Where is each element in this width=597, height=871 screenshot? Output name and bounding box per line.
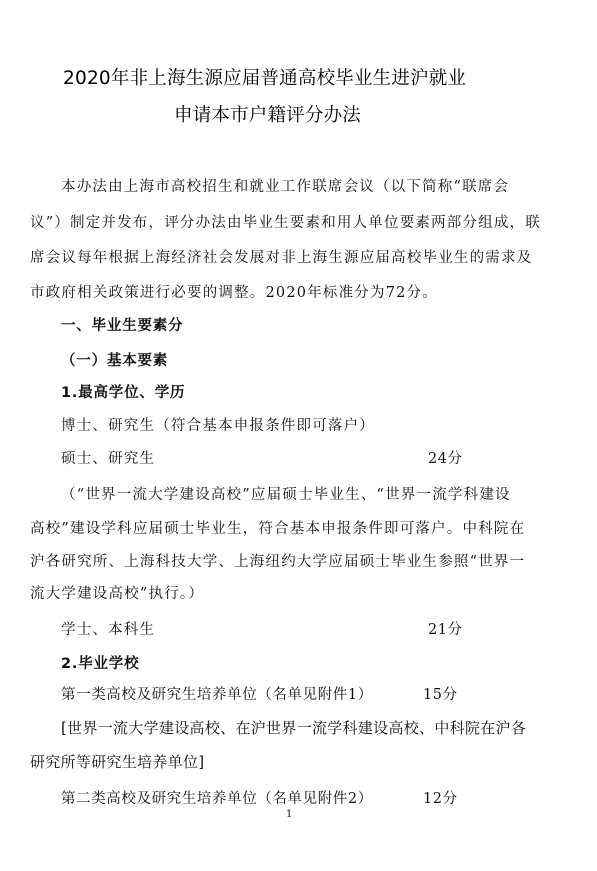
page-number: 1	[286, 809, 293, 820]
class-2-label: 第二类高校及研究生培养单位（名单见附件2）	[61, 791, 373, 807]
master-note-line-1: （“世界一流大学建设高校”应届硕士毕业生、“世界一流学科建设	[61, 487, 511, 503]
intro-paragraph-line-3: 席会议每年根据上海经济社会发展对非上海生源应届高校毕业生的需求及	[30, 250, 533, 266]
bachelor-score: 21分	[428, 622, 463, 638]
item-2-heading: 2.毕业学校	[61, 656, 140, 672]
master-score: 24分	[428, 451, 463, 467]
master-note-line-3: 沪各研究所、上海科技大学、上海纽约大学应届硕士毕业生参照“世界一	[30, 554, 526, 570]
master-note-line-4: 流大学建设高校”执行。）	[30, 586, 205, 602]
class-1-label: 第一类高校及研究生培养单位（名单见附件1）	[61, 687, 373, 703]
class-1-note-line-2: 研究所等研究生培养单位]	[30, 753, 205, 771]
item-1-heading: 1.最高学位、学历	[61, 385, 186, 401]
class-1-note-line-1: [世界一流大学建设高校、在沪世界一流学科建设高校、中科院在沪各	[61, 719, 527, 737]
bachelor-label: 学士、本科生	[61, 622, 156, 638]
document-title-line-1: 2020年非上海生源应届普通高校毕业生进沪就业	[63, 68, 467, 89]
master-note-line-2: 高校”建设学科应届硕士毕业生，符合基本申报条件即可落户。中科院在	[30, 521, 526, 537]
class-1-score: 15分	[423, 687, 458, 703]
document-title-line-2: 申请本市户籍评分办法	[174, 105, 362, 126]
class-2-score: 12分	[423, 791, 458, 807]
intro-paragraph-line-2: 议”）制定并发布，评分办法由毕业生要素和用人单位要素两部分组成，联	[30, 215, 542, 231]
doctor-line: 博士、研究生（符合基本申报条件即可落户）	[61, 418, 375, 434]
section-1-heading: 一、毕业生要素分	[61, 318, 184, 334]
intro-paragraph-line-4: 市政府相关政策进行必要的调整。2020年标准分为72分。	[30, 285, 438, 301]
subsection-1-heading: （一）基本要素	[61, 353, 169, 369]
intro-paragraph-line-1: 本办法由上海市高校招生和就业工作联席会议（以下简称“联席会	[61, 179, 510, 195]
master-label: 硕士、研究生	[61, 451, 156, 467]
